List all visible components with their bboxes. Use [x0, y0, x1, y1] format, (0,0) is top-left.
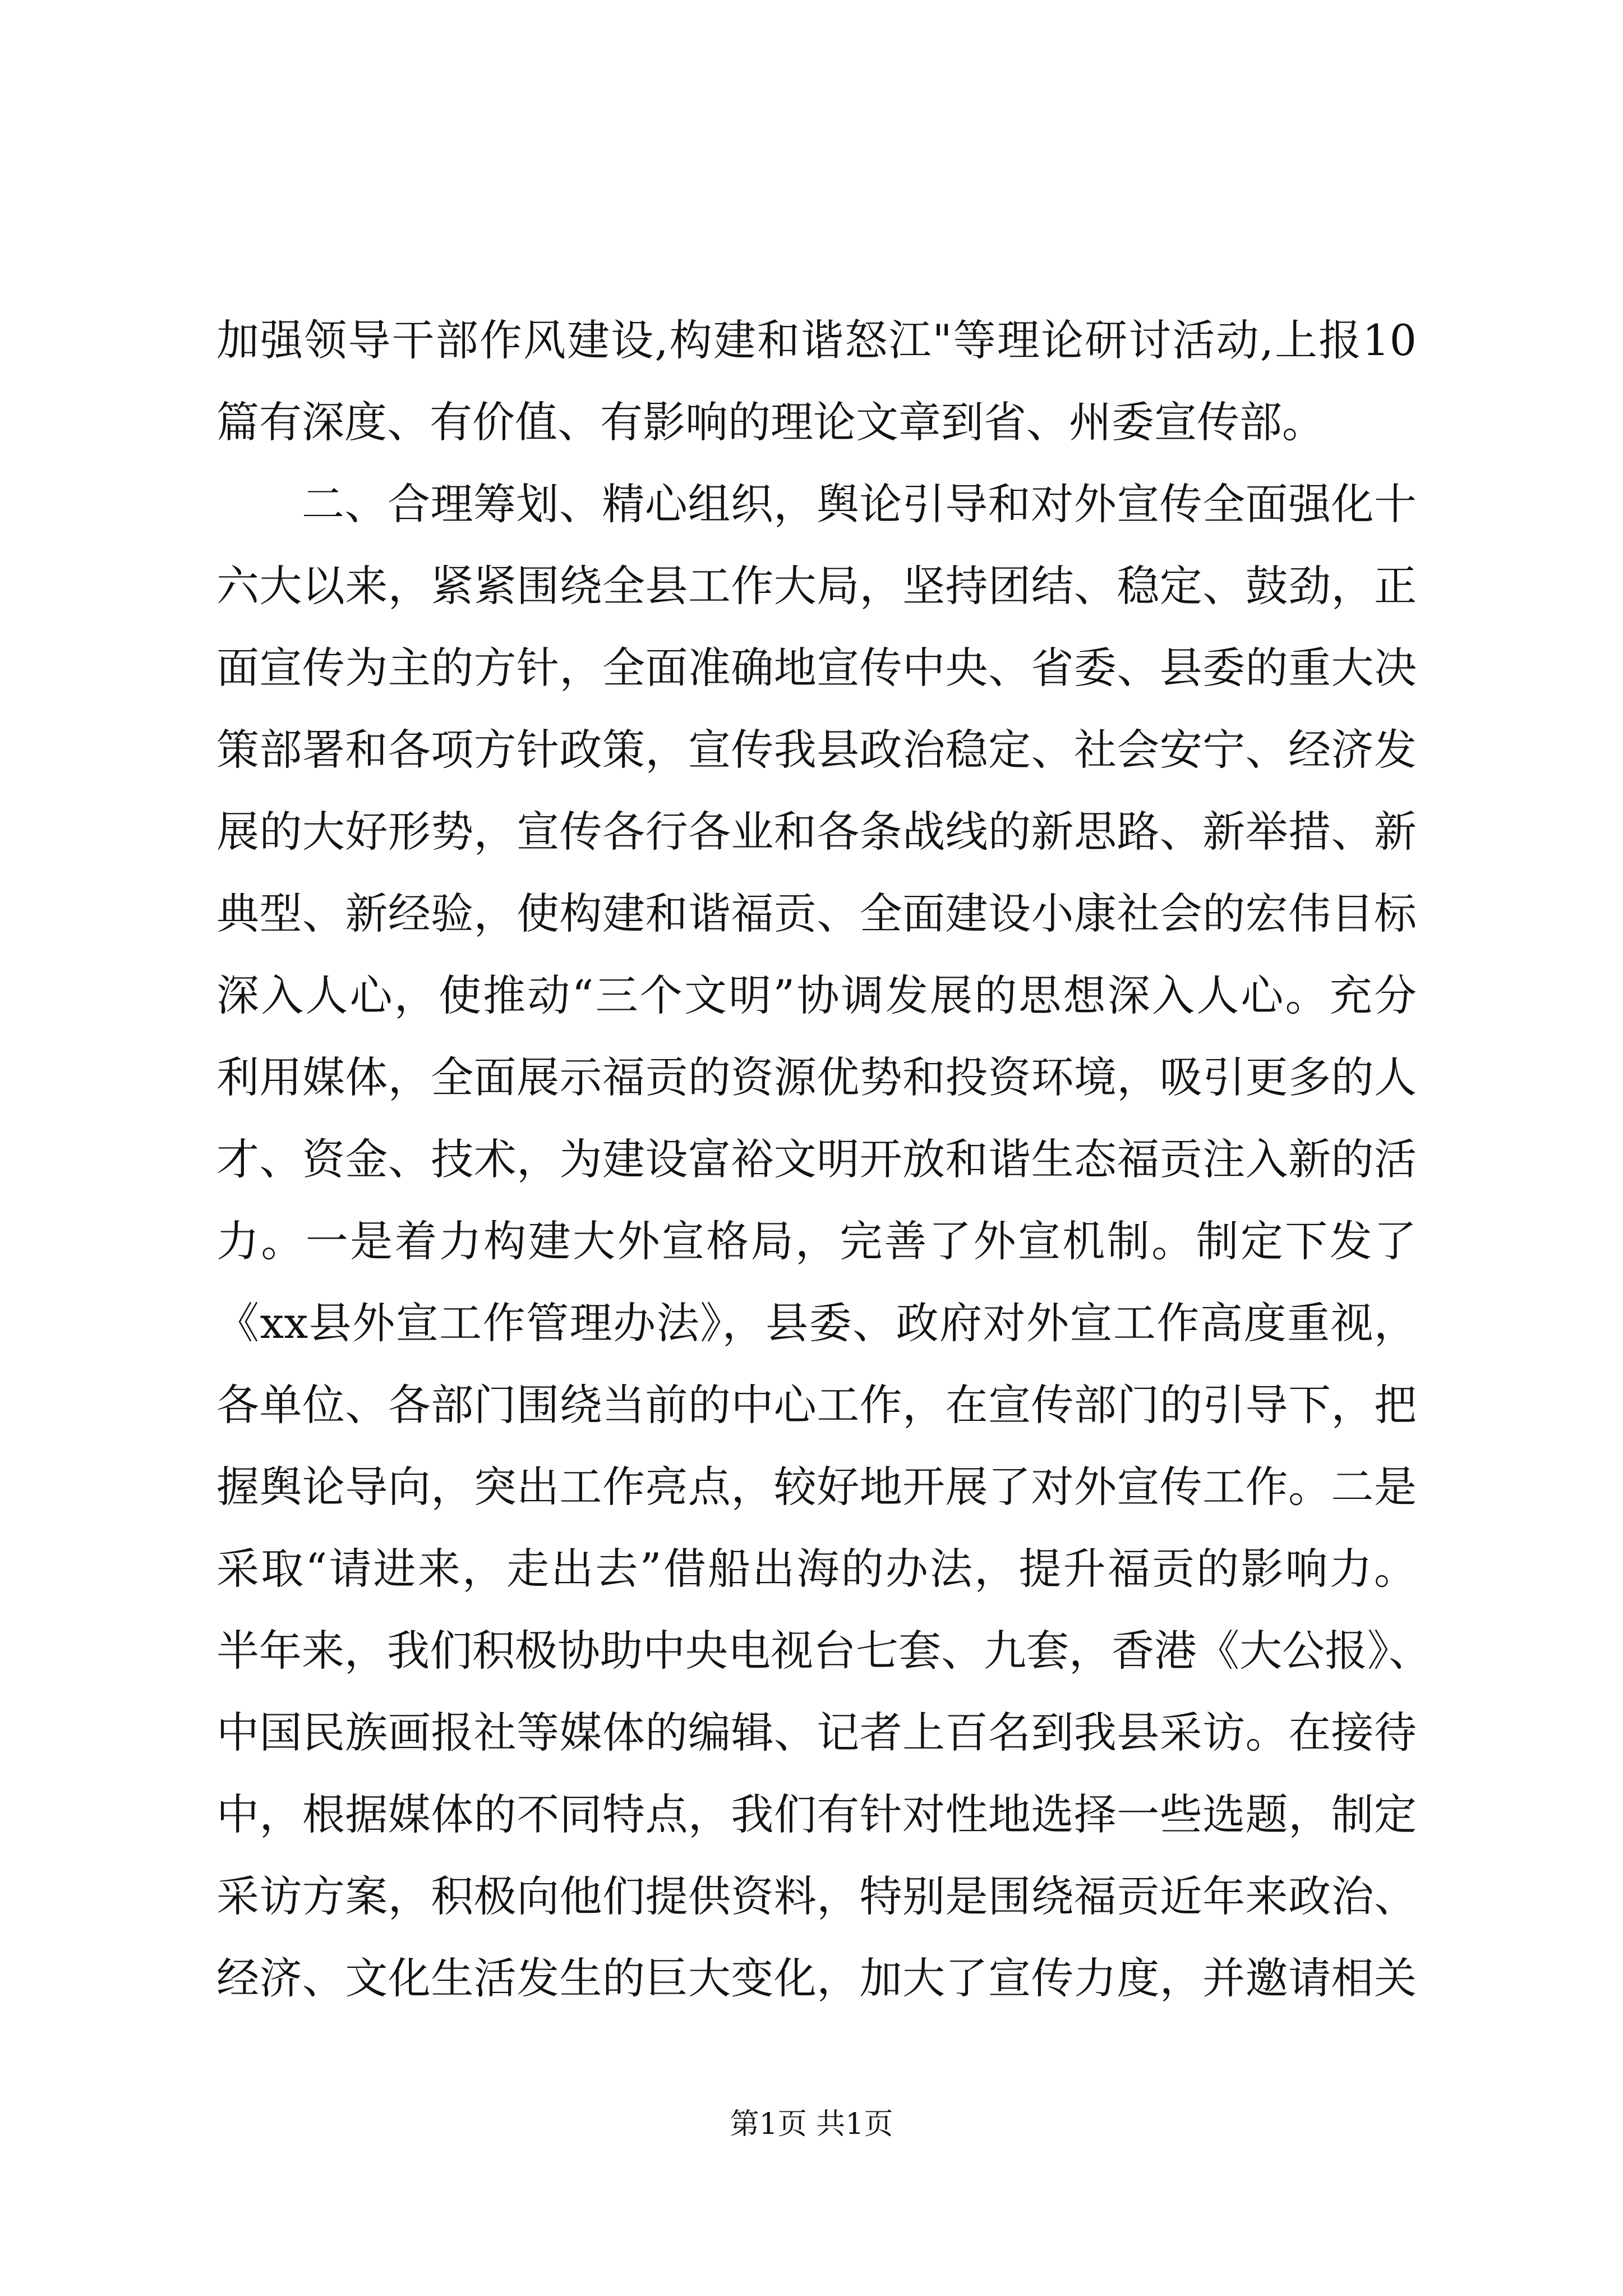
text-line-1: 加强领导干部作风建设,构建和谐怒江"等理论研讨活动,上报10: [216, 315, 1417, 365]
page-footer: 第1页 共1页: [730, 2108, 893, 2141]
text-line-14: 各单位、各部门围绕当前的中心工作，在宣传部门的引导下，把: [216, 1380, 1417, 1430]
text-line-2: 篇有深度、有价值、有影响的理论文章到省、州委宣传部。: [216, 397, 1325, 447]
text-line-19: 中，根据媒体的不同特点，我们有针对性地选择一些选题，制定: [216, 1789, 1417, 1839]
text-line-5: 面宣传为主的方针，全面准确地宣传中央、省委、县委的重大决: [216, 643, 1417, 693]
text-line-17: 半年来，我们积极协助中央电视台七套、九套，香港《大公报》、: [216, 1626, 1431, 1676]
text-line-8: 典型、新经验，使构建和谐福贡、全面建设小康社会的宏伟目标: [216, 889, 1417, 938]
document-body: [216, 300, 1431, 2019]
text-line-13: 《xx县外宣工作管理办法》，县委、政府对外宣工作高度重视，: [216, 1298, 1417, 1348]
text-line-6: 策部署和各项方针政策，宣传我县政治稳定、社会安宁、经济发: [216, 725, 1417, 775]
text-line-18: 中国民族画报社等媒体的编辑、记者上百名到我县采访。在接待: [216, 1708, 1417, 1757]
text-line-20: 采访方案，积极向他们提供资料，特别是围绕福贡近年来政治、: [216, 1871, 1417, 1921]
text-line-9: 深入人心，使推动“三个文明”协调发展的思想深入人心。充分: [216, 970, 1417, 1020]
text-line-4: 六大以来，紧紧围绕全县工作大局，坚持团结、稳定、鼓劲，正: [216, 561, 1417, 611]
text-line-3-paragraph-start: 二、合理筹划、精心组织，舆论引导和对外宣传全面强化十: [302, 479, 1417, 529]
text-line-15: 握舆论导向，突出工作亮点，较好地开展了对外宣传工作。二是: [216, 1462, 1417, 1512]
text-line-12: 力。一是着力构建大外宣格局，完善了外宣机制。制定下发了: [216, 1216, 1417, 1266]
text-line-21: 经济、文化生活发生的巨大变化，加大了宣传力度，并邀请相关: [216, 1953, 1417, 2003]
text-line-7: 展的大好形势，宣传各行各业和各条战线的新思路、新举措、新: [216, 807, 1417, 857]
text-line-11: 才、资金、技术，为建设富裕文明开放和谐生态福贡注入新的活: [216, 1134, 1417, 1184]
text-line-10: 利用媒体，全面展示福贡的资源优势和投资环境，吸引更多的人: [216, 1052, 1417, 1102]
text-line-16: 采取“请进来，走出去”借船出海的办法，提升福贡的影响力。: [216, 1544, 1417, 1594]
